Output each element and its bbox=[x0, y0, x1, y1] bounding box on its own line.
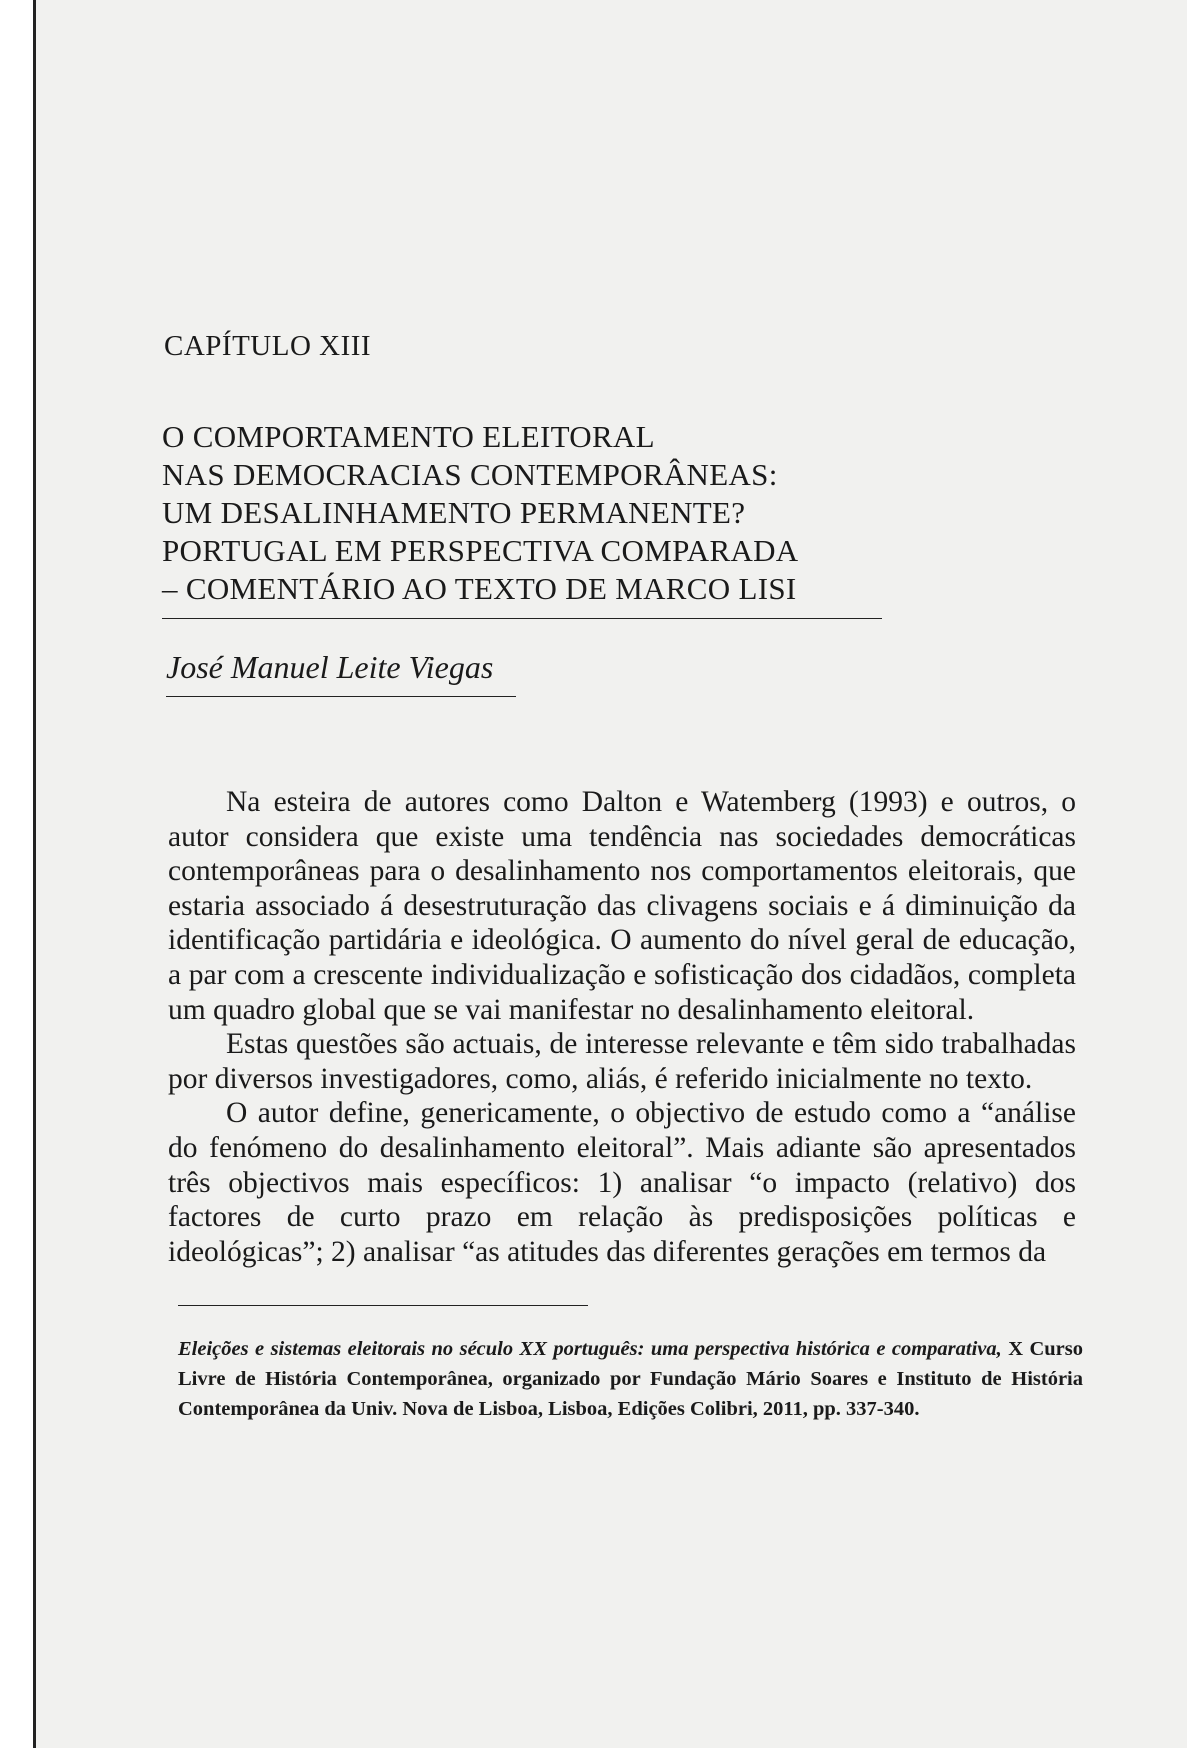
chapter-title-line: – COMENTÁRIO AO TEXTO DE MARCO LISI bbox=[162, 571, 797, 606]
footnote-publication-details: X Curso Livre de História Contemporânea, organizado por Fundação Mário Soares e Instituto de História Contemporânea da Univ. Nova de Lisboa, Lisboa, Edições Colibri, 2011, pp. 337-340. bbox=[178, 1338, 1083, 1421]
footnote bbox=[178, 1334, 1083, 1424]
footnote-book-title: Eleições e sistemas eleitorais no século XX português: uma perspectiva histórica e comparativa, bbox=[178, 1338, 1002, 1361]
chapter-title-line: PORTUGAL EM PERSPECTIVA COMPARADA bbox=[162, 533, 799, 568]
body-paragraph: Estas questões são actuais, de interesse relevante e têm sido trabalhadas por diversos investigadores, como, aliás, é referido inicialmente no texto. bbox=[168, 1028, 1076, 1095]
footnote-divider bbox=[178, 1305, 588, 1306]
body-paragraph: Na esteira de autores como Dalton e Watemberg (1993) e outros, o autor considera que existe uma tendência nas sociedades democráticas contemporâneas para o desalinhamento nos comportamentos eleitorais, que estaria associado á desestruturação das clivagens sociais e á diminuição da identificação partidária e ideológica. O aumento do nível geral de educação, a par com a crescente individualização e sofisticação dos cidadãos, completa um quadro global que se vai manifestar no desalinhamento eleitoral. bbox=[168, 786, 1076, 1026]
document-page bbox=[160, 330, 1083, 1424]
body-paragraph: O autor define, genericamente, o objectivo de estudo como a “análise do fenómeno do desalinhamento eleitoral”. Mais adiante são apresentados três objectivos mais específicos: 1) analisar “o impacto (relativo) dos factores de curto prazo em relação às predisposições políticas e ideológicas”; 2) analisar “as atitudes das diferentes gerações em termos da bbox=[168, 1097, 1076, 1268]
author-name: José Manuel Leite Viegas bbox=[166, 649, 516, 697]
chapter-label: CAPÍTULO XIII bbox=[164, 330, 372, 362]
chapter-title-line: O COMPORTAMENTO ELEITORAL bbox=[162, 419, 655, 454]
chapter-title-line: NAS DEMOCRACIAS CONTEMPORÂNEAS: bbox=[162, 457, 778, 492]
chapter-title bbox=[162, 418, 882, 619]
page-binding-edge bbox=[0, 0, 38, 1748]
body-text bbox=[168, 785, 1076, 1269]
chapter-title-line: UM DESALINHAMENTO PERMANENTE? bbox=[162, 495, 746, 530]
